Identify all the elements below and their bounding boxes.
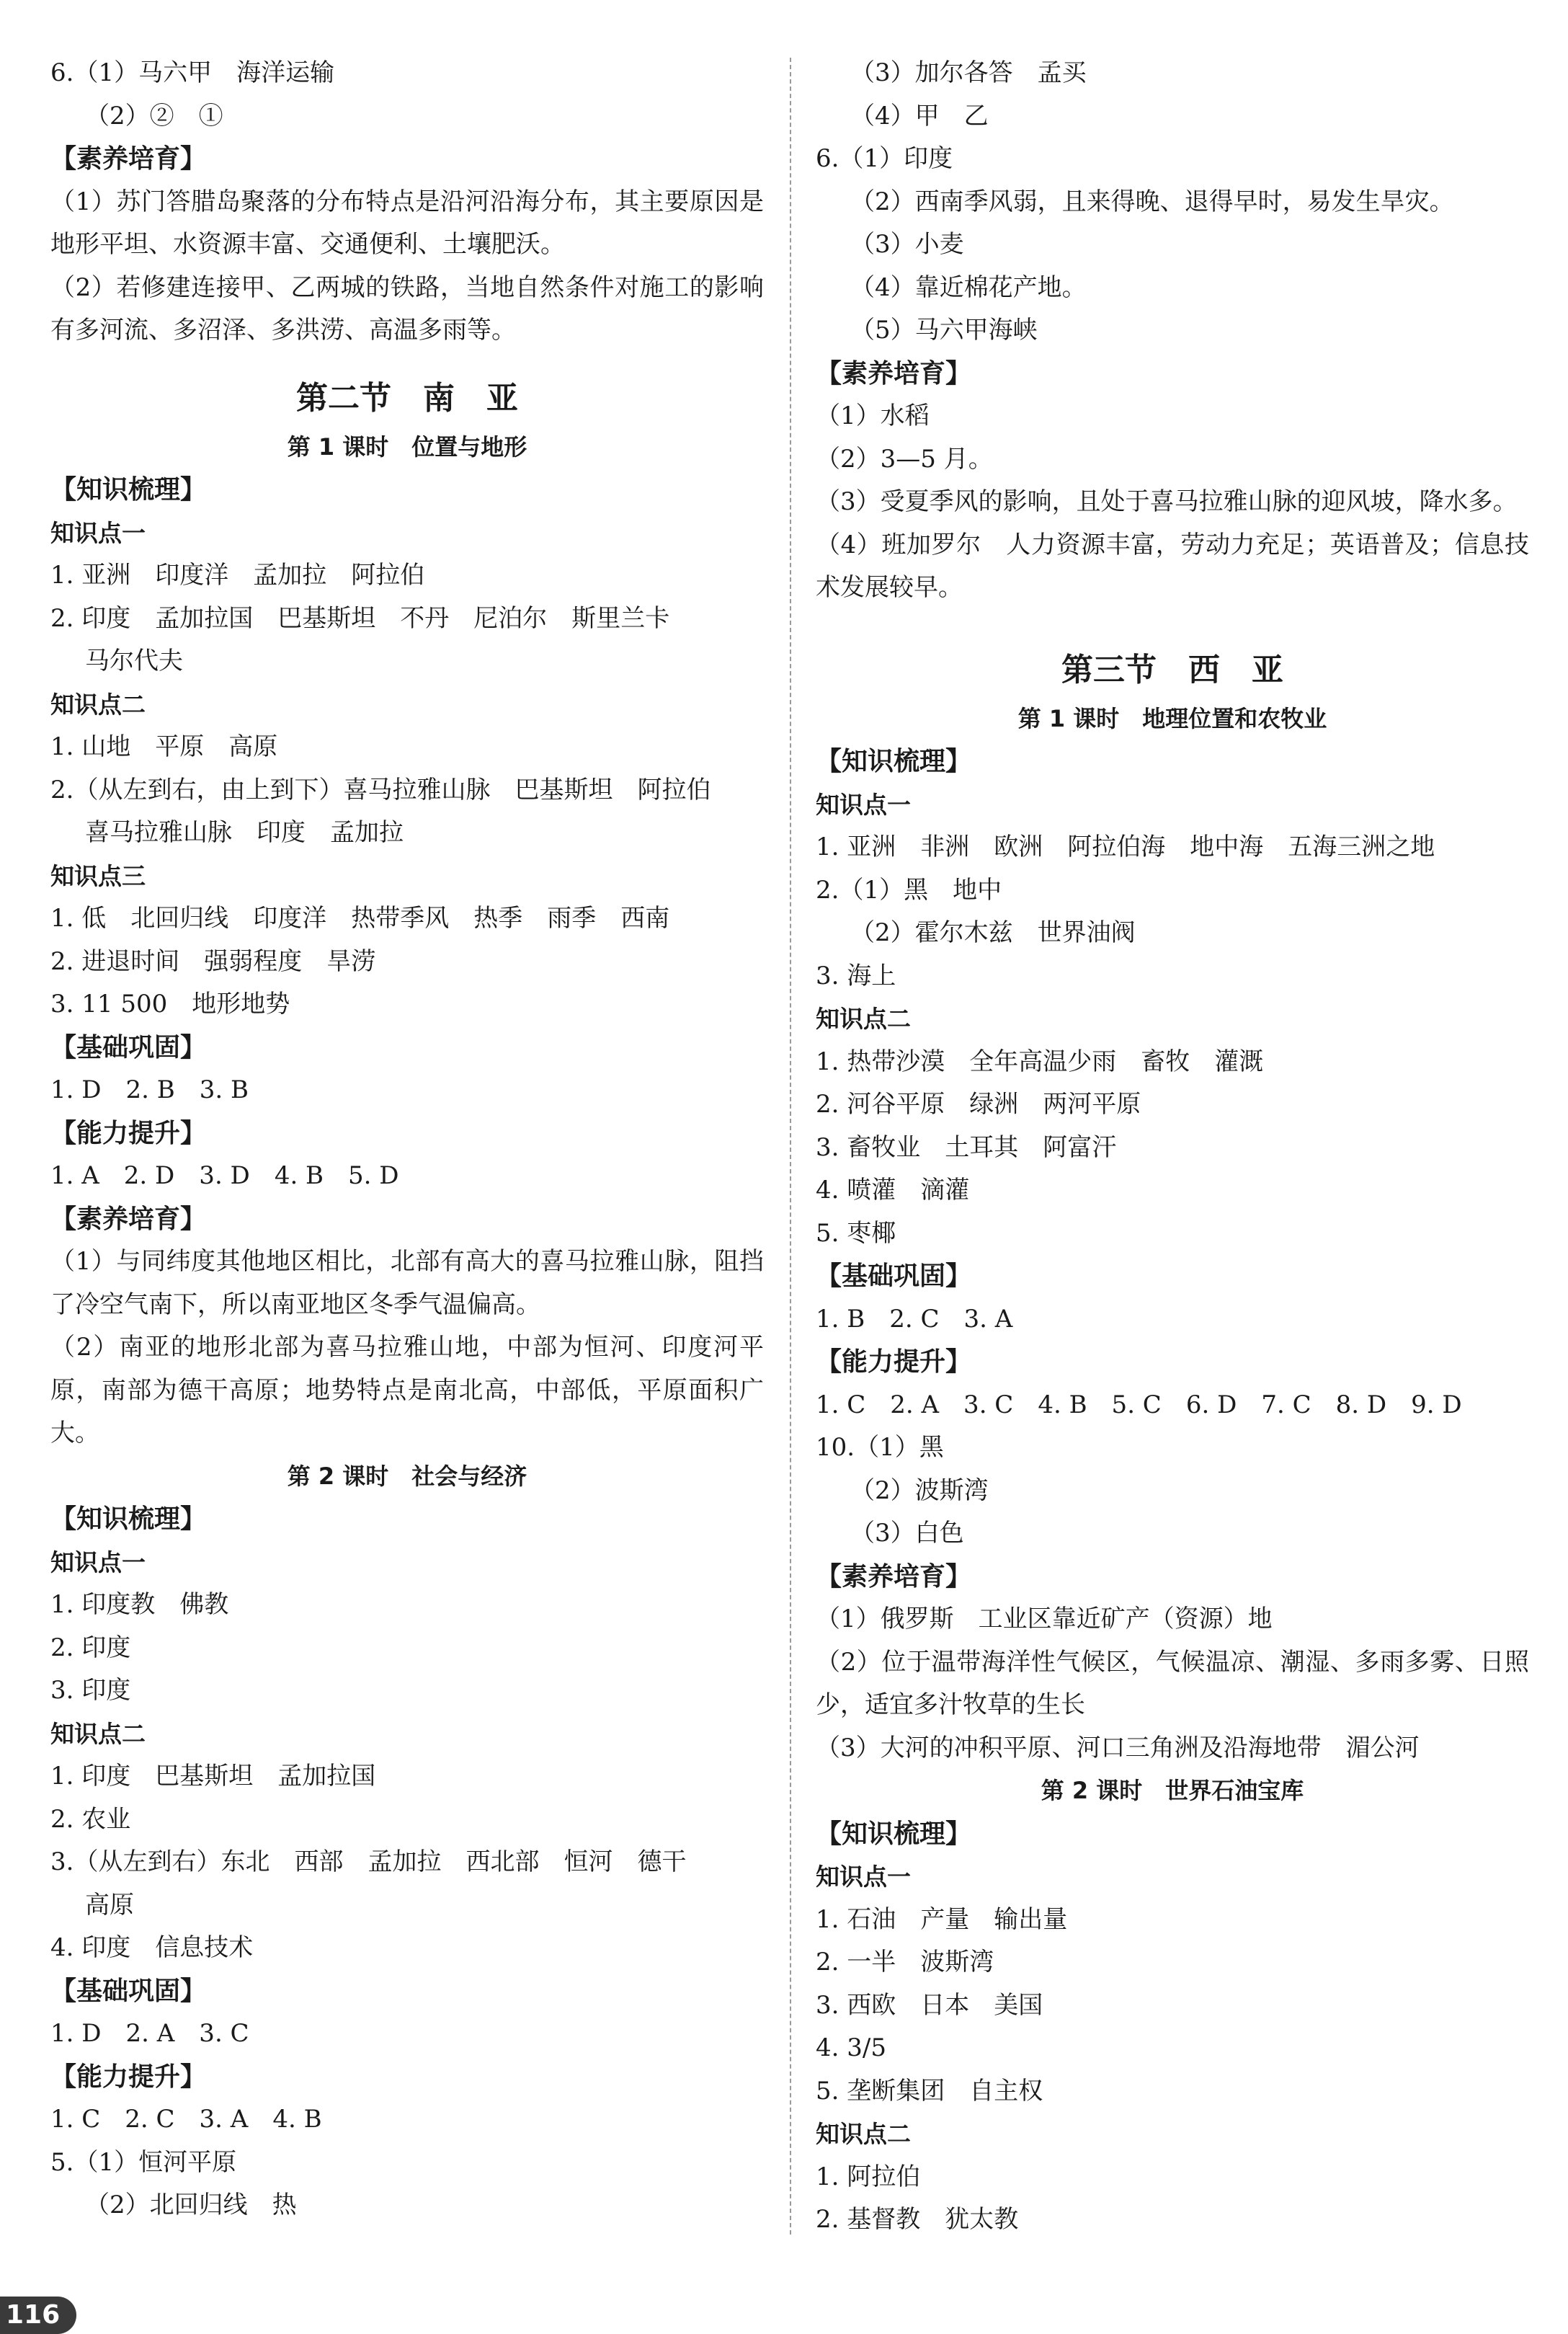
- answer-line: 10.（1）黑: [816, 1433, 944, 1462]
- knowledge-point-label: 知识点二: [50, 1719, 146, 1748]
- answer-line: 2. 印度 孟加拉国 巴基斯坦 不丹 尼泊尔 斯里兰卡: [50, 603, 670, 633]
- section-heading: 【能力提升】: [50, 1118, 207, 1148]
- section-title: 第二节 南 亚: [296, 379, 518, 417]
- answer-line: （4）靠近棉花产地。: [850, 272, 1087, 302]
- answer-line: 3. 海上: [816, 961, 896, 990]
- section-heading: 【素养培育】: [816, 358, 972, 389]
- left-column: [50, 52, 764, 2227]
- answer-line: （3）小麦: [850, 230, 964, 259]
- answer-line: 6.（1）马六甲 海洋运输: [50, 58, 335, 87]
- spacer: [816, 610, 1529, 624]
- answer-line: 高原: [85, 1890, 134, 1920]
- knowledge-point-label: 知识点一: [816, 1863, 911, 1891]
- section-heading: 【素养培育】: [50, 1204, 207, 1234]
- answer-line: 1. 阿拉伯: [816, 2162, 921, 2191]
- answer-line: （2）② ①: [85, 101, 223, 130]
- page-number-badge: 116: [0, 2297, 76, 2334]
- answer-line: 1. 亚洲 非洲 欧洲 阿拉伯海 地中海 五海三洲之地: [816, 833, 1435, 861]
- answer-line: 1. D 2. A 3. C: [50, 2019, 249, 2048]
- answer-line: 3. 畜牧业 土耳其 阿富汗: [816, 1132, 1117, 1162]
- answer-line: （4）甲 乙: [850, 101, 989, 130]
- answer-line: 3.（从左到右）东北 西部 孟加拉 西北部 恒河 德干: [50, 1847, 687, 1876]
- answer-paragraph: （1）苏门答腊岛聚落的分布特点是沿河沿海分布，其主要原因是地形平坦、水资源丰富、交通便利、土壤肥沃。: [50, 187, 764, 259]
- answer-line: 1. 印度 巴基斯坦 孟加拉国: [50, 1762, 376, 1791]
- answer-line: 2. 进退时间 强弱程度 旱涝: [50, 946, 376, 976]
- section-heading: 【知识梳理】: [816, 1819, 972, 1849]
- answer-line: 4. 喷灌 滴灌: [816, 1176, 970, 1204]
- answer-line: 1. 印度教 佛教: [50, 1590, 229, 1619]
- answer-paragraph: （2）位于温带海洋性气候区，气候温凉、潮湿、多雨多雾、日照少，适宜多汁牧草的生长: [816, 1647, 1529, 1719]
- answer-line: 1. 热带沙漠 全年高温少雨 畜牧 灌溉: [816, 1047, 1264, 1076]
- column-divider: [790, 58, 791, 2235]
- answer-line: 1. B 2. C 3. A: [816, 1304, 1013, 1334]
- answer-line: 3. 11 500 地形地势: [50, 990, 290, 1019]
- section-heading: 【基础巩固】: [816, 1261, 972, 1291]
- right-column: [816, 52, 1529, 2242]
- answer-line: 5. 垄断集团 自主权: [816, 2076, 1043, 2106]
- section-heading: 【知识梳理】: [50, 475, 207, 505]
- section-heading: 【素养培育】: [50, 144, 207, 174]
- section-heading: 【基础巩固】: [50, 1032, 207, 1062]
- answer-line: 喜马拉雅山脉 印度 孟加拉: [85, 818, 404, 847]
- answer-line: 3. 西欧 日本 美国: [816, 1990, 1043, 2020]
- answer-line: （2）霍尔木兹 世界油阀: [850, 918, 1136, 947]
- section-title: 第三节 西 亚: [1061, 651, 1283, 688]
- answer-line: （1）俄罗斯 工业区靠近矿产（资源）地: [816, 1605, 1273, 1633]
- answer-line: 1. C 2. C 3. A 4. B: [50, 2105, 322, 2134]
- answer-paragraph: （2）南亚的地形北部为喜马拉雅山地，中部为恒河、印度河平原，南部为德干高原；地势特点是南北高，中部低，平原面积广大。: [50, 1333, 764, 1447]
- answer-line: （3）大河的冲积平原、河口三角洲及沿海地带 湄公河: [816, 1733, 1420, 1762]
- knowledge-point-label: 知识点三: [50, 861, 146, 890]
- answer-line: 2.（从左到右，由上到下）喜马拉雅山脉 巴基斯坦 阿拉伯: [50, 775, 711, 804]
- lesson-title: 第 2 课时 世界石油宝库: [1041, 1777, 1304, 1804]
- answer-line: 1. 石油 产量 输出量: [816, 1904, 1068, 1934]
- answer-paragraph: （2）若修建连接甲、乙两城的铁路，当地自然条件对施工的影响有多河流、多沼泽、多洪涝、高温多雨等。: [50, 272, 764, 345]
- section-heading: 【知识梳理】: [816, 747, 972, 776]
- answer-line: （3）加尔各答 孟买: [850, 58, 1087, 87]
- answer-line: （2）3—5 月。: [816, 444, 993, 474]
- answer-line: （5）马六甲海峡: [850, 316, 1038, 345]
- answer-line: 1. 山地 平原 高原: [50, 732, 278, 761]
- answer-line: 1. 低 北回归线 印度洋 热带季风 热季 雨季 西南: [50, 904, 670, 933]
- knowledge-point-label: 知识点二: [816, 1005, 911, 1033]
- answer-line: 1. 亚洲 印度洋 孟加拉 阿拉伯: [50, 561, 425, 590]
- section-heading: 【知识梳理】: [50, 1504, 207, 1534]
- answer-line: 1. C 2. A 3. C 4. B 5. C 6. D 7. C 8. D 9. D: [816, 1390, 1462, 1419]
- section-heading: 【基础巩固】: [50, 1976, 207, 2006]
- answer-line: （2）北回归线 热: [85, 2191, 297, 2219]
- lesson-title: 第 1 课时 位置与地形: [287, 432, 527, 461]
- knowledge-point-label: 知识点一: [50, 1548, 146, 1576]
- lesson-title: 第 1 课时 地理位置和农牧业: [1017, 704, 1327, 732]
- answer-line: 2. 农业: [50, 1804, 131, 1834]
- answer-line: （3）受夏季风的影响，且处于喜马拉雅山脉的迎风坡，降水多。: [816, 487, 1518, 516]
- answer-line: （1）水稻: [816, 401, 930, 430]
- answer-line: 2. 基督教 犹太教: [816, 2205, 1019, 2234]
- answer-paragraph: （1）与同纬度其他地区相比，北部有高大的喜马拉雅山脉，阻挡了冷空气南下，所以南亚地区冬季气温偏高。: [50, 1247, 764, 1319]
- answer-line: 2. 一半 波斯湾: [816, 1948, 994, 1976]
- answer-line: 6.（1）印度: [816, 144, 953, 173]
- section-heading: 【素养培育】: [816, 1561, 972, 1592]
- answer-line: （3）白色: [850, 1519, 964, 1548]
- answer-line: 4. 3/5: [816, 2033, 886, 2062]
- answer-line: 2. 河谷平原 绿洲 两河平原: [816, 1090, 1141, 1119]
- answer-line: 1. D 2. B 3. B: [50, 1075, 249, 1104]
- knowledge-point-label: 知识点二: [50, 690, 146, 719]
- answer-line: （2）西南季风弱，且来得晚、退得早时，易发生旱灾。: [850, 187, 1454, 216]
- answer-line: 马尔代夫: [85, 647, 183, 675]
- answer-line: 2.（1）黑 地中: [816, 875, 1002, 905]
- answer-line: 5. 枣椰: [816, 1218, 896, 1248]
- knowledge-point-label: 知识点一: [50, 518, 146, 547]
- answer-paragraph: （4）班加罗尔 人力资源丰富，劳动力充足；英语普及；信息技术发展较早。: [816, 530, 1529, 602]
- answer-line: 3. 印度: [50, 1676, 131, 1705]
- knowledge-point-label: 知识点一: [816, 790, 911, 819]
- answer-line: 1. A 2. D 3. D 4. B 5. D: [50, 1161, 399, 1190]
- section-heading: 【能力提升】: [50, 2062, 207, 2092]
- answer-line: 5.（1）恒河平原: [50, 2147, 237, 2177]
- section-heading: 【能力提升】: [816, 1347, 972, 1377]
- answer-line: 2. 印度: [50, 1633, 131, 1662]
- knowledge-point-label: 知识点二: [816, 2120, 911, 2148]
- lesson-title: 第 2 课时 社会与经济: [287, 1462, 527, 1490]
- answer-line: （2）波斯湾: [850, 1476, 989, 1505]
- answer-line: 4. 印度 信息技术: [50, 1933, 254, 1962]
